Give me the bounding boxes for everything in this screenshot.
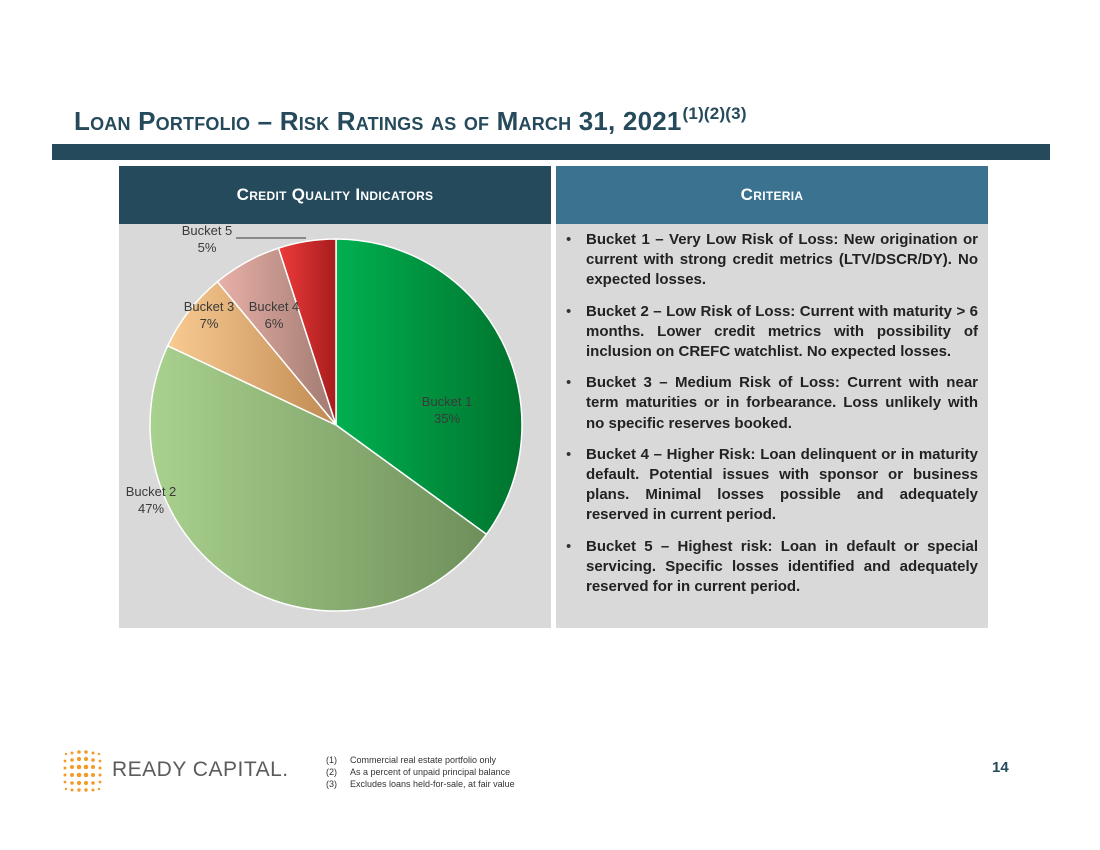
logo-dot-grid-icon	[62, 748, 106, 792]
footnote-text: Excludes loans held-for-sale, at fair value	[350, 779, 515, 789]
criteria-item-bucket-5	[562, 537, 978, 598]
footnote-text: As a percent of unpaid principal balance	[350, 767, 511, 777]
credit-quality-header: Credit Quality Indicators	[119, 166, 551, 224]
page-title	[74, 104, 747, 137]
title-divider-bar	[52, 144, 1050, 160]
logo-wordmark: READY CAPITAL.	[112, 758, 289, 781]
criteria-list	[562, 230, 978, 608]
criteria-item-bucket-4	[562, 445, 978, 526]
ready-capital-logo	[62, 748, 302, 792]
criteria-item-bucket-1	[562, 230, 978, 291]
slice-value-label: 6%	[264, 316, 284, 331]
bullet-icon: •	[566, 302, 572, 320]
criteria-panel	[556, 166, 988, 628]
criteria-item-bucket-3	[562, 373, 978, 434]
slice-value-label: 5%	[197, 240, 217, 255]
criteria-text: Bucket 4 – Higher Risk: Loan delinquent or in maturity default. Potential issues with sponsor or business plans. Minimal losses possible and adequately reserved in current period.	[586, 445, 978, 524]
footnote-number: (2)	[326, 767, 337, 777]
slice-value-label: 35%	[433, 411, 461, 426]
slice-label: Bucket 3	[183, 299, 235, 314]
slice-label: Bucket 1	[421, 394, 473, 409]
page-title-text: Loan Portfolio – Risk Ratings as of March 31, 2021	[74, 106, 682, 136]
slice-label: Bucket 5	[181, 223, 233, 238]
footnote-1	[326, 754, 515, 766]
footnote-number: (3)	[326, 779, 337, 789]
bullet-icon: •	[566, 445, 572, 463]
footnote-number: (1)	[326, 755, 337, 765]
credit-quality-panel	[119, 166, 551, 628]
risk-ratings-pie-chart	[119, 166, 551, 628]
bullet-icon: •	[566, 231, 572, 248]
criteria-header: Criteria	[556, 166, 988, 224]
footnote-2	[326, 766, 515, 778]
criteria-text: Bucket 5 – Highest risk: Loan in default or special servicing. Specific losses identified and adequately reserved for in current period.	[586, 537, 978, 596]
criteria-text: Bucket 3 – Medium Risk of Loss: Current with near term maturities or in forbearance. Loss unlikely with no specific reserves booked.	[586, 374, 978, 432]
criteria-text: Bucket 2 – Low Risk of Loss: Current with maturity > 6 months. Lower credit metrics with possibility of inclusion on CREFC watchlist. No expected losses.	[586, 302, 978, 361]
criteria-item-bucket-2	[562, 302, 978, 363]
footnote-3	[326, 778, 515, 790]
slice-label: Bucket 2	[125, 484, 177, 499]
slice-value-label: 47%	[137, 501, 165, 516]
footnotes	[326, 754, 515, 790]
slice-value-label: 7%	[199, 316, 219, 331]
bullet-icon: •	[566, 537, 572, 555]
footnote-text: Commercial real estate portfolio only	[350, 755, 497, 765]
criteria-text: Bucket 1 – Very Low Risk of Loss: New origination or current with strong credit metrics (LTV/DSCR/DY). No expected losses.	[586, 231, 978, 289]
bullet-icon: •	[566, 374, 572, 392]
page-number: 14	[992, 759, 1009, 776]
title-footnote-refs: (1)(2)(3)	[682, 104, 747, 123]
slice-label: Bucket 4	[248, 299, 300, 314]
